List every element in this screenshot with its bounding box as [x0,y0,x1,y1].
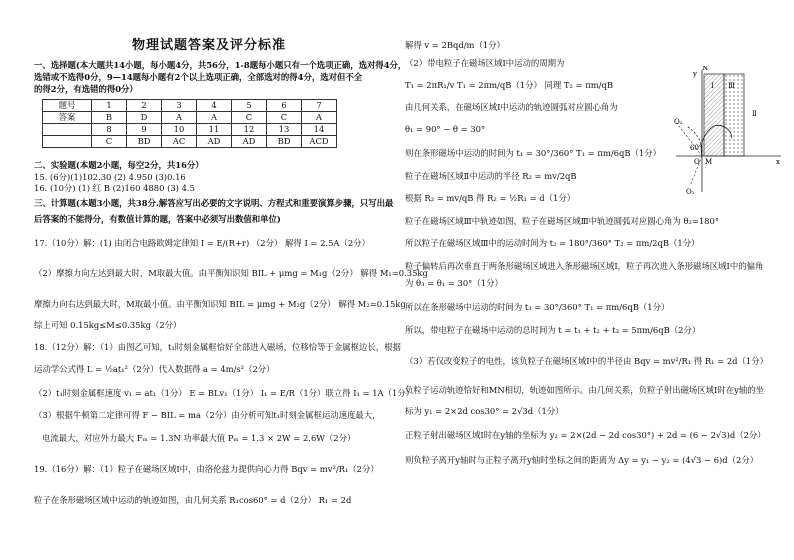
table-cell: AC [162,136,197,148]
r-line2: （2）带电粒子在磁场区域Ⅰ中运动的周期为 [405,58,565,68]
table-cell: 3 [162,100,197,112]
table-row [43,100,337,112]
table-row [43,136,337,148]
table-cell: 4 [197,100,232,112]
table-cell: 6 [267,100,302,112]
label-o2: O₂ [674,118,683,126]
p18-line1: 18.（12分）解：（1）由图乙可知，t₁时刻金属框恰好全部进入磁场，位移恰等于金属框边长，根据 [34,342,401,352]
r-line1: 解得 v = 2Bqd/m（1分） [405,40,505,50]
table-cell [43,136,92,148]
table-cell: BD [267,136,302,148]
label-region-2: Ⅱ [752,110,757,118]
p19-line1: 19.（16分）解：（1）粒子在磁场区域Ⅰ中，由洛伦兹力提供向心力得 Bqv = mv²/R₁（2分） [34,464,379,474]
section1-heading-2: 选错或不选得0分，9—14题每小题有2个以上选项正确，全部选对的得4分，选对但不全 [34,72,363,82]
table-cell: C [92,136,127,148]
page-title: 物理试题答案及评分标准 [132,38,287,53]
p17-line3: 摩擦力向右达到最大时，M取最小值。由平衡知识知 BIL = μmg + M₂g（2分） 解得 M₂=0.15kg [34,299,406,309]
label-o1: O₁ [686,188,695,196]
r-line7: 粒子在磁场区域Ⅱ中运动的半径 R₂ = mv/2qB [405,171,577,181]
r-line18: 正粒子射出磁场区域Ⅰ时在y轴的坐标为 y₂ = 2×(2d − 2d cos30°) + 2d = (6 − 2√3)d（2分） [405,430,766,440]
p18-line5: 电流最大，对应外力最大 Fₘ = 1.3N 功率最大值 Pₘ = 1.3 × 2W = 2.6W（2分） [42,433,356,443]
r-line6: 则在条形磁场中运动的时间为 t₁ = 30°/360° T₁ = πm/6qB（1分） [405,148,661,158]
table-cell: 5 [232,100,267,112]
p19-line2: 粒子在条形磁场区域中运动的轨迹如图，由几何关系 R₁cos60° = d（2分） R₁ = 2d [34,495,352,505]
table-row [43,124,337,136]
table-row [43,112,337,124]
table-cell: 答案 [43,112,92,124]
label-o: O [694,158,700,166]
r-line14: 所以，带电粒子在磁场中运动的总时间为 t = t₁ + t₂ + t₃ = 5πm/6qB（2分） [405,325,701,335]
p18-line4: （3）根据牛顿第二定律可得 F − BIL = ma（2分）由分析可知t₁时刻金属框运动速度最大， [34,410,381,420]
table-cell: C [232,112,267,124]
table-cell: B [92,112,127,124]
answer-16: 16. (10分) (1) 红 B (2)160 4880 (3) 4.5 [34,183,195,193]
r-line16: 负粒子运动轨迹恰好和MN相切，轨迹如图所示。由几何关系，负粒子射出磁场区域Ⅰ时在y轴的坐 [405,385,764,395]
p17-line4: 综上可知 0.15kg≤M≤0.35kg（2分） [34,320,182,330]
label-region-3: Ⅲ [728,82,735,90]
table-cell: AD [232,136,267,148]
table-cell: C [267,112,302,124]
region-one [704,74,724,156]
table-cell: 1 [92,100,127,112]
p17-line1 [34,238,370,248]
r-line10: 所以粒子在磁场区域Ⅲ中的运动时间为 t₂ = 180°/360° T₂ = πm/2qB（1分） [405,238,700,248]
ohm-formula: I = E/(R+r) [200,238,252,248]
section3-heading-2: 后答案的不能得分，有数值计算的题，答案中必须写出数值和单位) [34,214,281,224]
table-cell: AD [197,136,232,148]
r-line15: （3）若仅改变粒子的电性，该负粒子在磁场区域Ⅰ中的半径由 Bqv = mv²/R₁ 得 R₁ = 2d（1分） [405,356,768,366]
table-cell [43,124,92,136]
label-angle: 60° [690,144,703,152]
r-line17: 标为 y₁ = 2×2d cos30° = 2√3d（1分） [405,406,564,416]
section1-heading-3: 的得2分，有选错的得0分） [34,84,138,94]
table-cell: A [162,112,197,124]
magnetic-field-diagram [656,66,786,198]
table-cell: BD [127,136,162,148]
section3-heading: 三、计算题(本题3小题，共38分.解答应写出必要的文字说明、方程式和重要演算步骤，只写出最 [34,198,394,208]
label-x: x [776,158,780,166]
label-y: y [693,70,697,78]
table-cell: 7 [302,100,337,112]
table-cell: D [127,112,162,124]
table-cell: 题号 [43,100,92,112]
table-cell: 11 [197,124,232,136]
r-line19: 则负粒子离开y轴时与正粒子离开y轴时坐标之间的距离为 Δy = y₁ − y₂ = (4√3 − 6)d（2分） [405,455,759,465]
r-line11: 粒子偏转后再次垂直于两条形磁场区域进入条形磁场区域Ⅰ，粒子再次进入条形磁场区域Ⅰ中的偏角 [405,261,764,271]
section1-heading: 一、选择题(本大题共14小题，每小题4分，共56分，1-8题每小题只有一个选项正确，选对得4分， [34,60,407,70]
answer-15: 15. (6分)(1)102.30 (2) 4.950 (3)0.16 [34,172,186,182]
p17-line1-result: （2分） 解得 I = 2.5A（2分） [251,238,370,248]
r-line4: 由几何关系，在磁场区域Ⅰ中运动的轨迹圆弧对应圆心角为 [405,102,618,112]
r-line8: 根据 R₂ = mv/qB 得 R₂ = ½R₁ = d（1分） [405,193,576,203]
table-cell: 10 [162,124,197,136]
table-cell: A [302,112,337,124]
table-cell: 14 [302,124,337,136]
table-cell: 9 [127,124,162,136]
table-cell: 2 [127,100,162,112]
table-cell: 8 [92,124,127,136]
label-m: M [705,158,713,166]
p17-line1-text: 17.（10分）解：(1) 由闭合电路欧姆定律知 [34,238,199,248]
answer-table [42,99,337,148]
table-cell: 12 [232,124,267,136]
table-cell: ACD [302,136,337,148]
r-line3: T₁ = 2πR₁/v T₁ = 2πm/qB（1分） 同理 T₂ = πm/qB [405,80,613,90]
r-line12: 为 θ₃ = θ₁ = 30°（1分） [405,278,503,288]
label-n: N [702,66,709,72]
p18-line2: 运动学公式得 L = ½at₁²（2分）代入数据得 a = 4m/s²（2分） [34,364,275,374]
r-line13: 所以在条形磁场中运动的时间为 t₃ = 30°/360° T₁ = πm/6qB（1分） [405,302,670,312]
r-line9: 粒子在磁场区域Ⅲ中轨迹如图，粒子在磁场区域Ⅲ中轨迹圆弧对应圆心角为 θ₂=180° [405,216,720,226]
table-cell: 13 [267,124,302,136]
p18-line3: （2）t₁时刻金属框速度 v₁ = at₁（1分） E = BLv₁（1分） I₁ = E/R（1分）联立得 I₁ = 1A（1分） [34,388,415,398]
label-region-1: Ⅰ [711,82,714,90]
p17-line2: （2）摩擦力向左达到最大时，M取最大值。由平衡知识知 BIL + μmg = M₁g（2分） 解得 M₁=0.35kg [34,268,428,278]
table-cell: A [197,112,232,124]
section2-heading: 二、实验题(本题2小题，每空2分，共16分） [34,160,204,170]
r-line5: θ₁ = 90° − θ = 30° [405,124,486,134]
